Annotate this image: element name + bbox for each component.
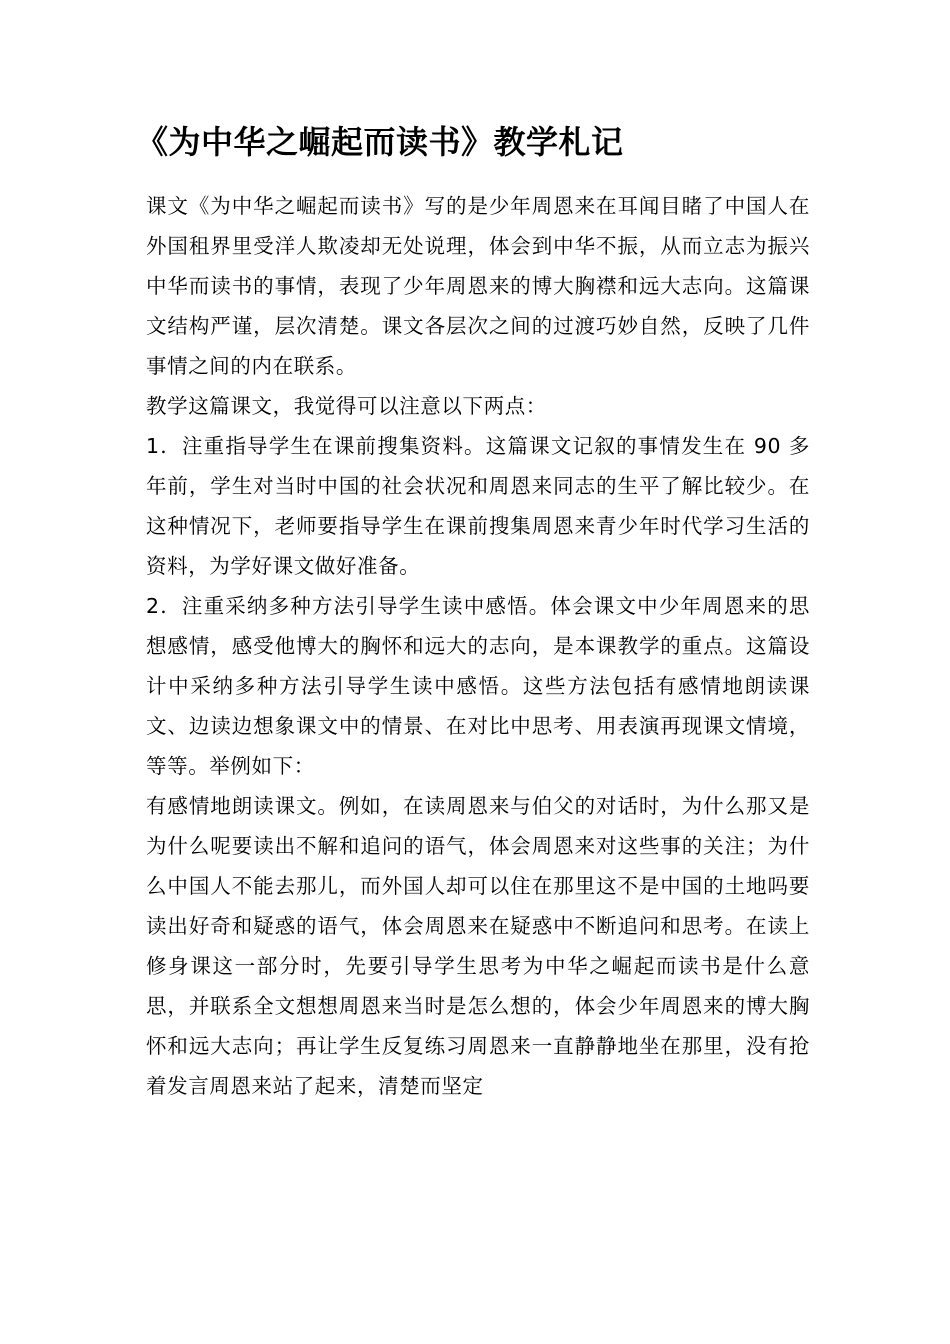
paragraph-lead: 教学这篇课文，我觉得可以注意以下两点： bbox=[146, 394, 547, 418]
paragraph-intro: 课文《为中华之崛起而读书》写的是少年周恩来在耳闻目睹了中国人在外国租界里受洋人欺凌却无处说理，体会到中华不振，从而立志为振兴中华而读书的事情，表现了少年周恩来的博大胸襟和远大志向。这篇课文结构严谨，层次清楚。课文各层次之间的过渡巧妙自然，反映了几件事情之间的内在联系。 bbox=[146, 194, 810, 378]
paragraph-example: 有感情地朗读课文。例如，在读周恩来与伯父的对话时，为什么那又是为什么呢要读出不解和追问的语气，体会周恩来对这些事的关注；为什么中国人不能去那儿，而外国人却可以住在那里这不是中国的土地吗要读出好奇和疑惑的语气，体会周恩来在疑惑中不断追问和思考。在读上修身课这一部分时，先要引导学生思考为中华之崛起而读书是什么意思，并联系全文想想周恩来当时是怎么想的，体会少年周恩来的博大胸怀和远大志向；再让学生反复练习周恩来一直静静地坐在那里，没有抢着发言周恩来站了起来，清楚而坚定 bbox=[146, 794, 810, 1098]
paragraph-point-2: 2．注重采纳多种方法引导学生读中感悟。体会课文中少年周恩来的思想感情，感受他博大的胸怀和远大的志向，是本课教学的重点。这篇设计中采纳多种方法引导学生读中感悟。这些方法包括有感情地朗读课文、边读边想象课文中的情景、在对比中思考、用表演再现课文情境，等等。举例如下： bbox=[146, 594, 810, 778]
paragraph-point-1: 1．注重指导学生在课前搜集资料。这篇课文记叙的事情发生在 90 多年前，学生对当时中国的社会状况和周恩来同志的生平了解比较少。在这种情况下，老师要指导学生在课前搜集周恩来青少年时代学习生活的资料，为学好课文做好准备。 bbox=[146, 434, 810, 578]
document-title: 《为中华之崛起而读书》教学札记 bbox=[136, 123, 624, 161]
document-body bbox=[146, 186, 810, 1106]
